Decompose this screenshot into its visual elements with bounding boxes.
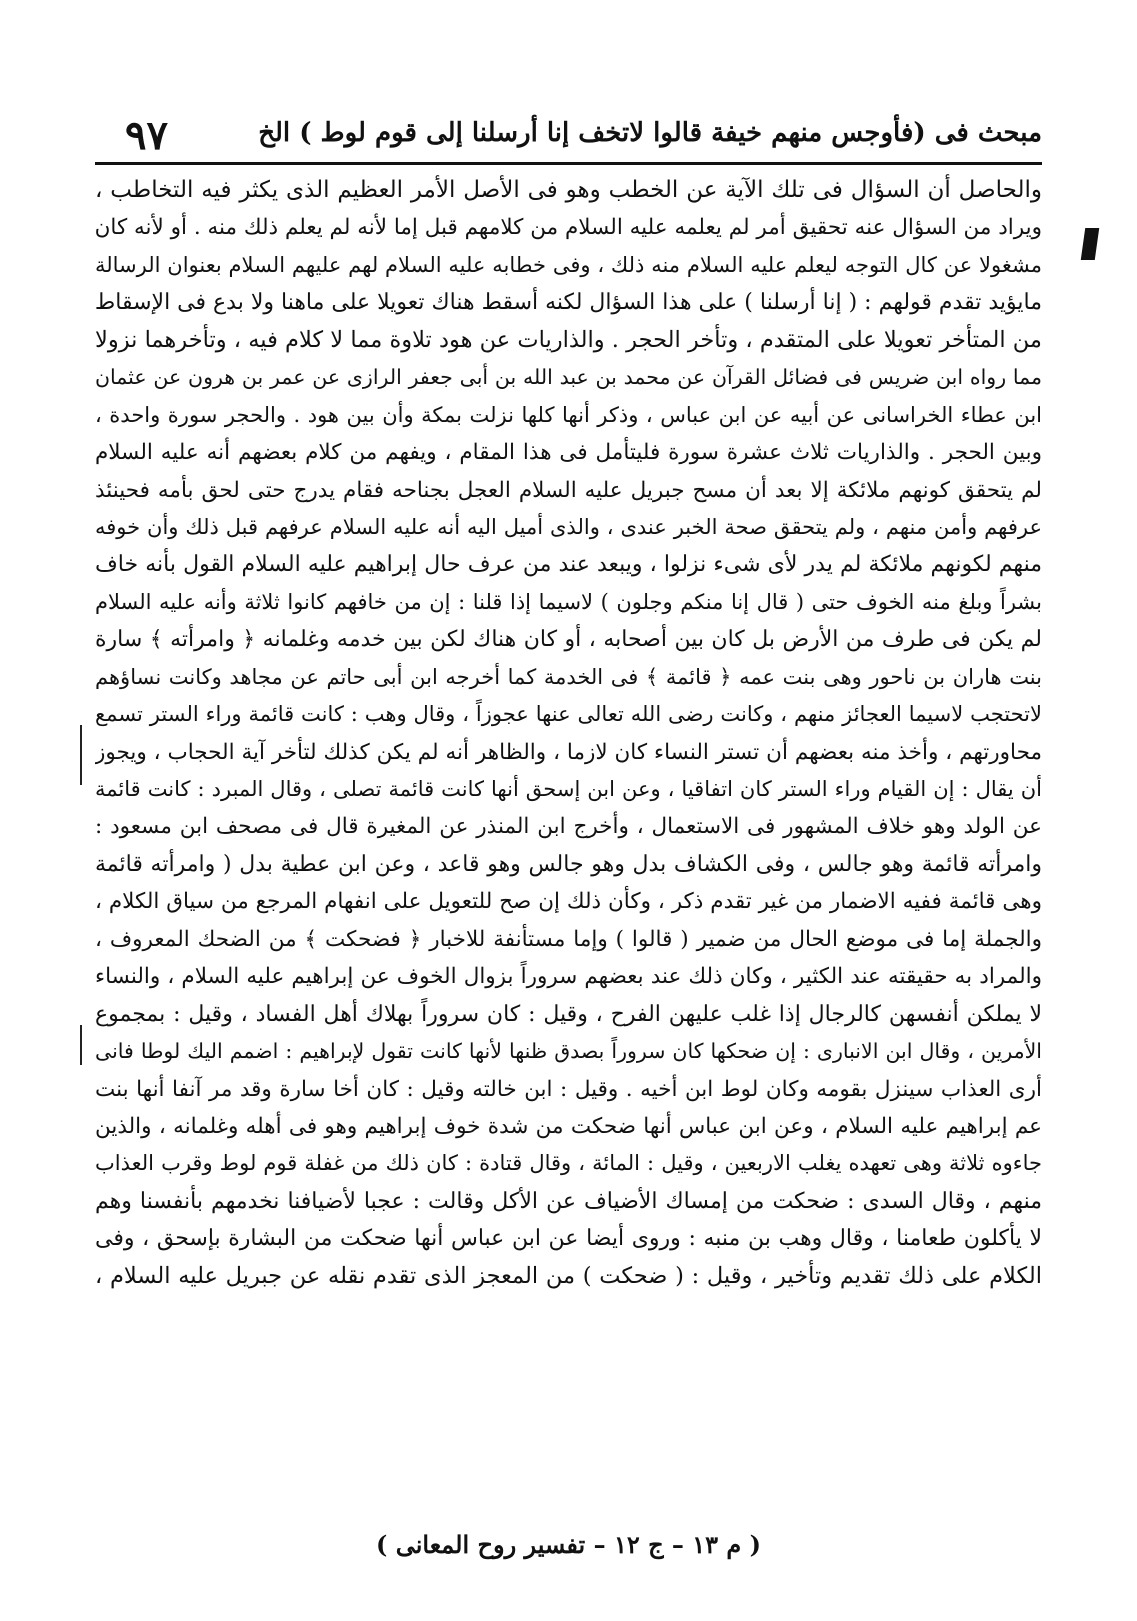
text-line: بشراً وبلغ منه الخوف حتى ( قال إنا منكم وجلون ) لاسيما إذا قلنا : إن من خافهم كانوا ثلاثة وأنه عليه السلام — [95, 589, 1042, 614]
text-line: عن الولد وهو خلاف المشهور فى الاستعمال ، وأخرج ابن المنذر عن المغيرة قال فى مصحف ابن مسعود : — [95, 814, 1042, 840]
text-line: منهم لكونهم ملائكة لم يدر لأى شىء نزلوا ، ويبعد عند من عرف حال إبراهيم عليه السلام القول بأنه خاف — [95, 552, 1042, 578]
text-line: لاتحتجب لاسيما العجائز منهم ، وكانت رضى الله تعالى عنها عجوزاً ، وقال وهب : كانت قائمة وراء الستر تسمع — [95, 702, 1042, 727]
text-line: جاءوه ثلاثة وهى تعهده يغلب الاربعين ، وقيل : المائة ، وقال قتادة : كان ذلك من غفلة قوم لوط وقرب العذاب — [95, 1151, 1042, 1176]
text-line: أن يقال : إن القيام وراء الستر كان اتفاقيا ، وعن ابن إسحق أنها كانت قائمة تصلى ، وقال المبرد : كانت قائمة — [95, 777, 1042, 801]
text-line: مشغولا عن كال التوجه ليعلم عليه السلام منه ذلك ، وفى خطابه عليه السلام لهم عليهم السلام بعنوان الرسالة — [95, 252, 1042, 277]
text-line: محاورتهم ، وأخذ منه بعضهم أن تستر النساء كان لازما ، والظاهر أنه لم يكن كذلك لتأخر آية الحجاب ، ويجوز — [95, 739, 1042, 765]
text-line: منهم ، وقال السدى : ضحكت من إمساك الأضياف عن الأكل وقالت : عجبا لأضيافنا نخدمهم بأنفسنا وهم — [95, 1188, 1042, 1214]
header-rule — [95, 162, 1042, 165]
text-line: والمراد به حقيقته عند الكثير ، وكان ذلك عند بعضهم سروراً بزوال الخوف عن إبراهيم عليه السلام ، والنساء — [95, 964, 1042, 990]
running-header — [95, 112, 1042, 162]
text-line: مايؤيد تقدم قولهم : ( إنا أرسلنا ) على هذا السؤال لكنه أسقط هناك تعويلا على ماهنا ولا بدع فى الإسقاط — [95, 290, 1042, 316]
text-line: عم إبراهيم عليه السلام ، وعن ابن عباس أنها ضحكت من شدة خوف إبراهيم وهو فى أهله وغلمانه ، والذين — [95, 1113, 1042, 1139]
text-line: عرفهم وأمن منهم ، ولم يتحقق صحة الخبر عندى ، والذى أميل اليه أنه عليه السلام عرفهم قبل ذلك وأن خوفه — [95, 514, 1042, 539]
margin-bar — [80, 1025, 82, 1065]
running-title: مبحث فى (فأوجس منهم خيفة قالوا لاتخف إنا أرسلنا إلى قوم لوط ) الخ — [258, 118, 1042, 148]
text-line: أرى العذاب سينزل بقومه وكان لوط ابن أخيه . وقيل : ابن خالته وقيل : كان أخا سارة وقد مر آنفا أنها بنت — [95, 1076, 1042, 1102]
text-line: الأمرين ، وقال ابن الانبارى : إن ضحكها كان سروراً بصدق ظنها لأنها كانت تقول لإبراهيم : اضمم اليك لوطا فانى — [95, 1039, 1042, 1064]
text-line: والجملة إما فى موضع الحال من ضمير ( قالوا ) وإما مستأنفة للاخبار ﴿ فضحكت ﴾ من الضحك المعروف ، — [95, 926, 1042, 952]
text-line: مما رواه ابن ضريس فى فضائل القرآن عن محمد بن عبد الله بن أبى جعفر الرازى عن عمر بن هرون عن عثمان — [95, 365, 1042, 390]
signature-line: ( م ١٣ – ج ١٢ – تفسير روح المعانى ) — [375, 1530, 761, 1559]
text-line: لا يأكلون طعامنا ، وقال وهب بن منبه : وروى أيضا عن ابن عباس أنها ضحكت من البشارة بإسحق ، وفى — [95, 1226, 1042, 1252]
margin-bar — [80, 725, 82, 785]
text-line: من المتأخر تعويلا على المتقدم ، وتأخر الحجر . والذاريات عن هود تلاوة مما لا كلام فيه ، وتأخرهما نزولا — [95, 326, 1042, 353]
margin-mark — [1081, 228, 1099, 260]
text-line: وبين الحجر . والذاريات ثلاث عشرة سورة فليتأمل فى هذا المقام ، ويفهم من كلام بعضهم أنه عليه السلام — [95, 440, 1042, 466]
body-text — [95, 172, 1042, 1567]
text-line: لم يتحقق كونهم ملائكة إلا بعد أن مسح جبريل عليه السلام العجل بجناحه فقام يدرج حتى لحق بأمه فحينئذ — [95, 477, 1042, 503]
text-line: بنت هاران بن ناحور وهى بنت عمه ﴿ قائمة ﴾ فى الخدمة كما أخرجه ابن أبى حاتم عن مجاهد وكانت نساؤهم — [95, 664, 1042, 689]
text-line: والحاصل أن السؤال فى تلك الآية عن الخطب وهو فى الأصل الأمر العظيم الذى يكثر فيه التخاطب ، — [95, 177, 1042, 203]
text-line: وامرأته قائمة وهو جالس ، وفى الكشاف بدل وهو جالس وهو قاعد ، وعن ابن عطية بدل ( وامرأته قائمة — [95, 851, 1042, 877]
text-line: وهى قائمة ففيه الاضمار من غير تقدم ذكر ، وكأن ذلك إن صح للتعويل على انفهام المرجع من سياق الكلام ، — [95, 889, 1042, 915]
text-line: ابن عطاء الخراسانى عن أبيه عن ابن عباس ، وذكر أنها كلها نزلت بمكة وأن بين هود . والحجر سورة واحدة ، — [95, 402, 1042, 427]
text-line: الكلام على ذلك تقديم وتأخير ، وقيل : ( ضحكت ) من المعجز الذى تقدم نقله عن جبريل عليه السلام ، — [95, 1262, 1042, 1289]
text-line: لا يملكن أنفسهن كالرجال إذا غلب عليهن الفرح ، وقيل : كان سروراً بهلاك أهل الفساد ، وقيل : بمجموع — [95, 1001, 1042, 1027]
text-line: لم يكن فى طرف من الأرض بل كان بين أصحابه ، أو كان هناك لكن بين خدمه وغلمانه ﴿ وامرأته ﴾ سارة — [95, 627, 1042, 653]
page-number: ٩٧ — [125, 112, 168, 159]
text-line: ويراد من السؤال عنه تحقيق أمر لم يعلمه عليه السلام من كلامهم قبل إما لأنه لم يعلم ذلك منه . أو لأنه كان — [95, 215, 1042, 241]
